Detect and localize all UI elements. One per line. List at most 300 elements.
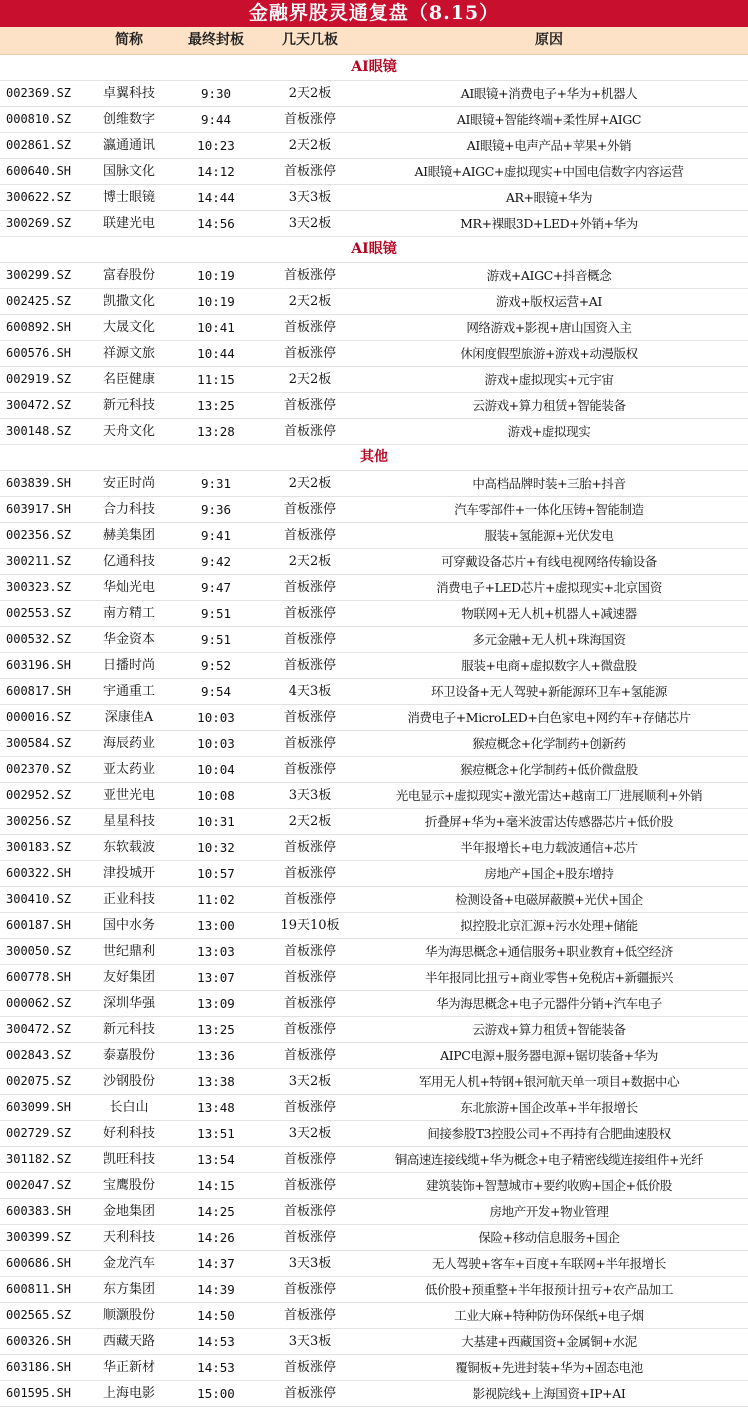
table-row <box>0 861 748 887</box>
limit-time: 13:28 <box>197 424 235 439</box>
board-count: 首板涨停 <box>283 840 336 855</box>
stock-name: 星星科技 <box>102 814 155 829</box>
table-row <box>0 211 748 237</box>
table-row <box>0 653 748 679</box>
limit-time: 10:03 <box>197 710 235 725</box>
stock-code: 002425.SZ <box>6 294 72 308</box>
board-count: 首板涨停 <box>283 1386 336 1401</box>
stock-name: 天利科技 <box>102 1230 155 1245</box>
table-row <box>0 1303 748 1329</box>
reason: 华为海思概念+电子元器件分销+汽车电子 <box>436 996 662 1011</box>
limit-time: 13:25 <box>197 1022 235 1037</box>
board-count: 3天3板 <box>288 1334 332 1349</box>
limit-time: 13:48 <box>197 1100 235 1115</box>
section-header: AI眼镜 <box>0 237 748 263</box>
stock-name: 海辰药业 <box>102 736 155 751</box>
stock-name: 泰嘉股份 <box>102 1048 155 1063</box>
stock-code: 002565.SZ <box>6 1308 72 1322</box>
board-count: 首板涨停 <box>283 1360 336 1375</box>
stock-name: 长白山 <box>109 1100 149 1115</box>
board-count: 首板涨停 <box>283 1282 336 1297</box>
header-name: 简称 <box>115 32 143 48</box>
table-row <box>0 289 748 315</box>
limit-time: 14:25 <box>197 1204 235 1219</box>
board-count: 2天2板 <box>288 554 332 569</box>
section-header: 其他 <box>0 445 748 471</box>
stock-name: 亚太药业 <box>102 762 155 777</box>
stock-name: 西藏天路 <box>102 1334 155 1349</box>
table-row <box>0 419 748 445</box>
stock-code: 300410.SZ <box>6 892 72 906</box>
reason: 折叠屏+华为+毫米波雷达传感器芯片+低价股 <box>424 814 674 829</box>
stock-code: 002843.SZ <box>6 1048 72 1062</box>
reason: 影视院线+上海国资+IP+AI <box>472 1386 626 1401</box>
limit-time: 14:26 <box>197 1230 235 1245</box>
limit-time: 9:52 <box>200 658 232 673</box>
stock-name: 亚世光电 <box>102 788 155 803</box>
limit-time: 9:51 <box>200 632 232 647</box>
header-reason: 原因 <box>535 32 563 48</box>
stock-name: 好利科技 <box>102 1126 155 1141</box>
stock-code: 002729.SZ <box>6 1126 72 1140</box>
reason: 房地产开发+物业管理 <box>489 1204 609 1219</box>
limit-time: 9:31 <box>200 476 232 491</box>
reason: 物联网+无人机+机器人+减速器 <box>461 606 637 621</box>
limit-time: 13:54 <box>197 1152 235 1167</box>
stock-name: 友好集团 <box>102 970 155 985</box>
header-days: 几天几板 <box>282 32 338 48</box>
stock-name: 安正时尚 <box>102 476 155 491</box>
board-count: 2天2板 <box>288 814 332 829</box>
stock-name: 宝鹰股份 <box>102 1178 155 1193</box>
stock-name: 东软载波 <box>102 840 155 855</box>
table-row <box>0 627 748 653</box>
board-count: 首板涨停 <box>283 320 336 335</box>
stock-name: 东方集团 <box>102 1282 155 1297</box>
stock-code: 002075.SZ <box>6 1074 72 1088</box>
stock-code: 300323.SZ <box>6 580 72 594</box>
stock-name: 上海电影 <box>102 1386 155 1401</box>
board-count: 首板涨停 <box>283 710 336 725</box>
reason: 拟控股北京汇源+污水处理+储能 <box>460 918 638 933</box>
stock-code: 002370.SZ <box>6 762 72 776</box>
board-count: 首板涨停 <box>283 944 336 959</box>
stock-code: 600576.SH <box>6 346 72 360</box>
table-row <box>0 185 748 211</box>
limit-time: 10:19 <box>197 268 235 283</box>
stock-code: 300584.SZ <box>6 736 72 750</box>
reason: AR+眼镜+华为 <box>505 190 593 205</box>
board-count: 2天2板 <box>288 294 332 309</box>
section-header: AI眼镜 <box>0 55 748 81</box>
board-count: 首板涨停 <box>283 1048 336 1063</box>
reason: 华为海思概念+通信服务+职业教育+低空经济 <box>424 944 674 959</box>
table-row <box>0 913 748 939</box>
table-row <box>0 107 748 133</box>
stock-name: 深圳华强 <box>102 996 155 1011</box>
stock-code: 002356.SZ <box>6 528 72 542</box>
board-count: 首板涨停 <box>283 970 336 985</box>
stock-name: 富春股份 <box>102 268 155 283</box>
stock-name: 国中水务 <box>102 918 155 933</box>
limit-time: 13:09 <box>197 996 235 1011</box>
reason: 游戏+虚拟现实+元宇宙 <box>484 372 614 387</box>
reason: AI眼镜+AIGC+虚拟现实+中国电信数字内容运营 <box>414 164 684 179</box>
stock-name: 津投城开 <box>102 866 155 881</box>
stock-name: 沙钢股份 <box>102 1074 155 1089</box>
board-count: 首板涨停 <box>283 268 336 283</box>
stock-code: 603186.SH <box>6 1360 72 1374</box>
reason: 环卫设备+无人驾驶+新能源环卫车+氢能源 <box>431 684 667 699</box>
stock-name: 新元科技 <box>102 1022 155 1037</box>
limit-time: 10:31 <box>197 814 235 829</box>
table-row <box>0 601 748 627</box>
limit-time: 9:41 <box>200 528 232 543</box>
stock-code: 603917.SH <box>6 502 72 516</box>
table-row <box>0 1173 748 1199</box>
stock-code: 600778.SH <box>6 970 72 984</box>
stock-name: 博士眼镜 <box>102 190 155 205</box>
limit-time: 15:00 <box>197 1386 235 1401</box>
board-count: 首板涨停 <box>283 580 336 595</box>
board-count: 首板涨停 <box>283 996 336 1011</box>
table-row <box>0 835 748 861</box>
limit-time: 13:25 <box>197 398 235 413</box>
stock-code: 002553.SZ <box>6 606 72 620</box>
table-row <box>0 1017 748 1043</box>
stock-code: 301182.SZ <box>6 1152 72 1166</box>
stock-code: 600383.SH <box>6 1204 72 1218</box>
table-row <box>0 1225 748 1251</box>
board-count: 首板涨停 <box>283 1178 336 1193</box>
board-count: 3天3板 <box>288 788 332 803</box>
limit-time: 10:32 <box>197 840 235 855</box>
stock-name: 南方精工 <box>102 606 155 621</box>
board-count: 首板涨停 <box>283 346 336 361</box>
board-count: 首板涨停 <box>283 424 336 439</box>
reason: 消费电子+LED芯片+虚拟现实+北京国资 <box>436 580 662 595</box>
table-row <box>0 1095 748 1121</box>
table-row <box>0 549 748 575</box>
stock-code: 000532.SZ <box>6 632 72 646</box>
stock-name: 深康佳A <box>104 710 154 725</box>
board-count: 3天3板 <box>288 1256 332 1271</box>
table-row <box>0 523 748 549</box>
table-row <box>0 471 748 497</box>
stock-code: 300183.SZ <box>6 840 72 854</box>
table-row <box>0 367 748 393</box>
limit-time: 14:53 <box>197 1360 235 1375</box>
board-count: 首板涨停 <box>283 1022 336 1037</box>
table-row <box>0 575 748 601</box>
table-row <box>0 679 748 705</box>
table-row <box>0 965 748 991</box>
board-count: 4天3板 <box>288 684 332 699</box>
stock-code: 000016.SZ <box>6 710 72 724</box>
table-row <box>0 1121 748 1147</box>
board-count: 首板涨停 <box>283 632 336 647</box>
stock-code: 300050.SZ <box>6 944 72 958</box>
table-row <box>0 783 748 809</box>
stock-code: 603196.SH <box>6 658 72 672</box>
stock-name: 顺灏股份 <box>102 1308 155 1323</box>
table-row <box>0 1043 748 1069</box>
limit-time: 14:50 <box>197 1308 235 1323</box>
board-count: 3天2板 <box>288 1074 332 1089</box>
reason: MR+裸眼3D+LED+外销+华为 <box>460 216 638 231</box>
stock-name: 名臣健康 <box>102 372 155 387</box>
limit-time: 9:47 <box>200 580 232 595</box>
reason: 检测设备+电磁屏蔽膜+光伏+国企 <box>455 892 643 907</box>
stock-name: 联建光电 <box>102 216 155 231</box>
table-row <box>0 263 748 289</box>
stock-code: 000810.SZ <box>6 112 72 126</box>
reason: 保险+移动信息服务+国企 <box>478 1230 620 1245</box>
board-count: 19天10板 <box>280 918 340 933</box>
table-row <box>0 1277 748 1303</box>
stock-name: 华灿光电 <box>102 580 155 595</box>
reason: 游戏+虚拟现实 <box>507 424 591 439</box>
board-count: 首板涨停 <box>283 502 336 517</box>
board-count: 3天2板 <box>288 216 332 231</box>
stock-code: 300399.SZ <box>6 1230 72 1244</box>
board-count: 首板涨停 <box>283 736 336 751</box>
board-count: 首板涨停 <box>283 1152 336 1167</box>
stock-name: 亿通科技 <box>102 554 155 569</box>
stock-code: 603839.SH <box>6 476 72 490</box>
limit-time: 10:41 <box>197 320 235 335</box>
table-row <box>0 341 748 367</box>
table-row <box>0 81 748 107</box>
limit-time: 11:02 <box>197 892 235 907</box>
stock-code: 002047.SZ <box>6 1178 72 1192</box>
stock-code: 600640.SH <box>6 164 72 178</box>
reason: 铜高速连接线缆+华为概念+电子精密线缆连接组件+光纤 <box>394 1152 704 1167</box>
stock-code: 300472.SZ <box>6 398 72 412</box>
stock-name: 金龙汽车 <box>102 1256 155 1271</box>
table-row <box>0 1329 748 1355</box>
stock-code: 002369.SZ <box>6 86 72 100</box>
stock-name: 金地集团 <box>102 1204 155 1219</box>
table-row <box>0 991 748 1017</box>
stock-name: 卓翼科技 <box>102 86 155 101</box>
table-row <box>0 1355 748 1381</box>
stock-code: 002952.SZ <box>6 788 72 802</box>
stock-code: 000062.SZ <box>6 996 72 1010</box>
table-row <box>0 133 748 159</box>
board-count: 首板涨停 <box>283 164 336 179</box>
stock-name: 创维数字 <box>102 112 155 127</box>
stock-name: 凯撒文化 <box>102 294 155 309</box>
stock-code: 300472.SZ <box>6 1022 72 1036</box>
reason: 军用无人机+特钢+银河航天单一项目+数据中心 <box>418 1074 680 1089</box>
limit-time: 14:44 <box>197 190 235 205</box>
reason: 云游戏+算力租赁+智能装备 <box>472 398 626 413</box>
board-count: 首板涨停 <box>283 528 336 543</box>
board-count: 首板涨停 <box>283 398 336 413</box>
reason: 汽车零部件+一体化压铸+智能制造 <box>454 502 644 517</box>
stock-code: 002861.SZ <box>6 138 72 152</box>
board-count: 首板涨停 <box>283 112 336 127</box>
table-header <box>0 27 748 55</box>
limit-time: 14:39 <box>197 1282 235 1297</box>
board-count: 首板涨停 <box>283 866 336 881</box>
limit-time: 9:54 <box>200 684 232 699</box>
limit-time: 13:51 <box>197 1126 235 1141</box>
table-row <box>0 705 748 731</box>
stock-code: 300256.SZ <box>6 814 72 828</box>
stock-code: 600892.SH <box>6 320 72 334</box>
reason: 工业大麻+特种防伪环保纸+电子烟 <box>454 1308 644 1323</box>
reason: 服装+电商+虚拟数字人+微盘股 <box>461 658 637 673</box>
limit-time: 9:44 <box>200 112 232 127</box>
limit-time: 14:53 <box>197 1334 235 1349</box>
reason: 猴痘概念+化学制药+创新药 <box>472 736 626 751</box>
limit-time: 14:37 <box>197 1256 235 1271</box>
stock-name: 华金资本 <box>102 632 155 647</box>
reason: 无人驾驶+客车+百度+车联网+半年报增长 <box>432 1256 666 1271</box>
reason: 网络游戏+影视+唐山国资入主 <box>466 320 632 335</box>
reason: 消费电子+MicroLED+白色家电+网约车+存储芯片 <box>407 710 691 725</box>
page-title: 金融界股灵通复盘（8.15） <box>0 0 748 27</box>
table-row <box>0 757 748 783</box>
table-body <box>0 55 748 1407</box>
board-count: 3天2板 <box>288 1126 332 1141</box>
stock-name: 华正新材 <box>102 1360 155 1375</box>
limit-time: 13:38 <box>197 1074 235 1089</box>
board-count: 2天2板 <box>288 138 332 153</box>
stock-name: 祥源文旅 <box>102 346 155 361</box>
stock-name: 宇通重工 <box>102 684 155 699</box>
limit-time: 9:51 <box>200 606 232 621</box>
reason: 多元金融+无人机+珠海国资 <box>472 632 626 647</box>
board-count: 2天2板 <box>288 372 332 387</box>
stock-name: 世纪鼎利 <box>102 944 155 959</box>
table-row <box>0 1199 748 1225</box>
stock-name: 新元科技 <box>102 398 155 413</box>
stock-code: 600187.SH <box>6 918 72 932</box>
reason: 光电显示+虚拟现实+激光雷达+越南工厂进展顺利+外销 <box>395 788 703 803</box>
stock-code: 601595.SH <box>6 1386 72 1400</box>
board-count: 首板涨停 <box>283 1204 336 1219</box>
reason: 猴痘概念+化学制药+低价微盘股 <box>460 762 638 777</box>
stock-name: 大晟文化 <box>102 320 155 335</box>
reason: AI眼镜+智能终端+柔性屏+AIGC <box>456 112 642 127</box>
board-count: 首板涨停 <box>283 658 336 673</box>
reason: 半年报增长+电力载波通信+芯片 <box>460 840 638 855</box>
limit-time: 10:19 <box>197 294 235 309</box>
stock-code: 300211.SZ <box>6 554 72 568</box>
limit-time: 9:36 <box>200 502 232 517</box>
board-count: 2天2板 <box>288 86 332 101</box>
table-row <box>0 809 748 835</box>
stock-name: 凯旺科技 <box>102 1152 155 1167</box>
reason: 大基建+西藏国资+金属铜+水泥 <box>461 1334 637 1349</box>
header-code <box>0 27 96 54</box>
stock-code: 300299.SZ <box>6 268 72 282</box>
stock-code: 603099.SH <box>6 1100 72 1114</box>
reason: 低价股+预重整+半年报预计扭亏+农产品加工 <box>424 1282 674 1297</box>
stock-code: 300269.SZ <box>6 216 72 230</box>
limit-time: 13:36 <box>197 1048 235 1063</box>
reason: 建筑装饰+智慧城市+要约收购+国企+低价股 <box>426 1178 672 1193</box>
stock-name: 合力科技 <box>102 502 155 517</box>
limit-time: 10:03 <box>197 736 235 751</box>
reason: 东北旅游+国企改革+半年报增长 <box>460 1100 638 1115</box>
limit-time: 13:03 <box>197 944 235 959</box>
table-row <box>0 887 748 913</box>
table-row <box>0 1069 748 1095</box>
reason: 休闲度假型旅游+游戏+动漫版权 <box>460 346 638 361</box>
table-row <box>0 393 748 419</box>
limit-time: 14:12 <box>197 164 235 179</box>
stock-code: 600817.SH <box>6 684 72 698</box>
stock-code: 600686.SH <box>6 1256 72 1270</box>
board-count: 首板涨停 <box>283 1230 336 1245</box>
board-count: 首板涨停 <box>283 1100 336 1115</box>
board-count: 2天2板 <box>288 476 332 491</box>
reason: 服装+氢能源+光伏发电 <box>484 528 614 543</box>
stock-code: 600811.SH <box>6 1282 72 1296</box>
board-count: 首板涨停 <box>283 1308 336 1323</box>
limit-time: 10:23 <box>197 138 235 153</box>
reason: 间接参股T3控股公司+不再持有合肥曲速股权 <box>427 1126 671 1141</box>
limit-time: 10:04 <box>197 762 235 777</box>
limit-time: 14:56 <box>197 216 235 231</box>
stock-name: 日播时尚 <box>102 658 155 673</box>
board-count: 首板涨停 <box>283 762 336 777</box>
board-count: 3天3板 <box>288 190 332 205</box>
limit-time: 10:08 <box>197 788 235 803</box>
table-row <box>0 1381 748 1407</box>
table-row <box>0 497 748 523</box>
limit-time: 14:15 <box>197 1178 235 1193</box>
stock-name: 国脉文化 <box>102 164 155 179</box>
reason: 游戏+版权运营+AI <box>496 294 602 309</box>
reason: 游戏+AIGC+抖音概念 <box>486 268 612 283</box>
board-count: 首板涨停 <box>283 606 336 621</box>
reason: AIPC电源+服务器电源+锯切装备+华为 <box>440 1048 658 1063</box>
limit-time: 9:42 <box>200 554 232 569</box>
stock-name: 赫美集团 <box>102 528 155 543</box>
reason: AI眼镜+消费电子+华为+机器人 <box>460 86 638 101</box>
table-row <box>0 159 748 185</box>
table-row <box>0 1147 748 1173</box>
stock-name: 正业科技 <box>102 892 155 907</box>
limit-time: 11:15 <box>197 372 235 387</box>
stock-name: 天舟文化 <box>102 424 155 439</box>
table-row <box>0 315 748 341</box>
reason: 半年报同比扭亏+商业零售+免税店+新疆振兴 <box>424 970 674 985</box>
limit-time: 13:00 <box>197 918 235 933</box>
table-row <box>0 939 748 965</box>
stock-code: 002919.SZ <box>6 372 72 386</box>
stock-code: 300622.SZ <box>6 190 72 204</box>
limit-time: 9:30 <box>200 86 232 101</box>
reason: AI眼镜+电声产品+苹果+外销 <box>466 138 632 153</box>
reason: 可穿戴设备芯片+有线电视网络传输设备 <box>441 554 657 569</box>
reason: 覆铜板+先进封装+华为+固态电池 <box>455 1360 643 1375</box>
stock-name: 瀛通通讯 <box>102 138 155 153</box>
reason: 云游戏+算力租赁+智能装备 <box>472 1022 626 1037</box>
stock-code: 300148.SZ <box>6 424 72 438</box>
table-row <box>0 731 748 757</box>
limit-time: 13:07 <box>197 970 235 985</box>
limit-time: 10:44 <box>197 346 235 361</box>
header-time: 最终封板 <box>188 32 244 48</box>
reason: 房地产+国企+股东增持 <box>484 866 614 881</box>
stock-code: 600322.SH <box>6 866 72 880</box>
